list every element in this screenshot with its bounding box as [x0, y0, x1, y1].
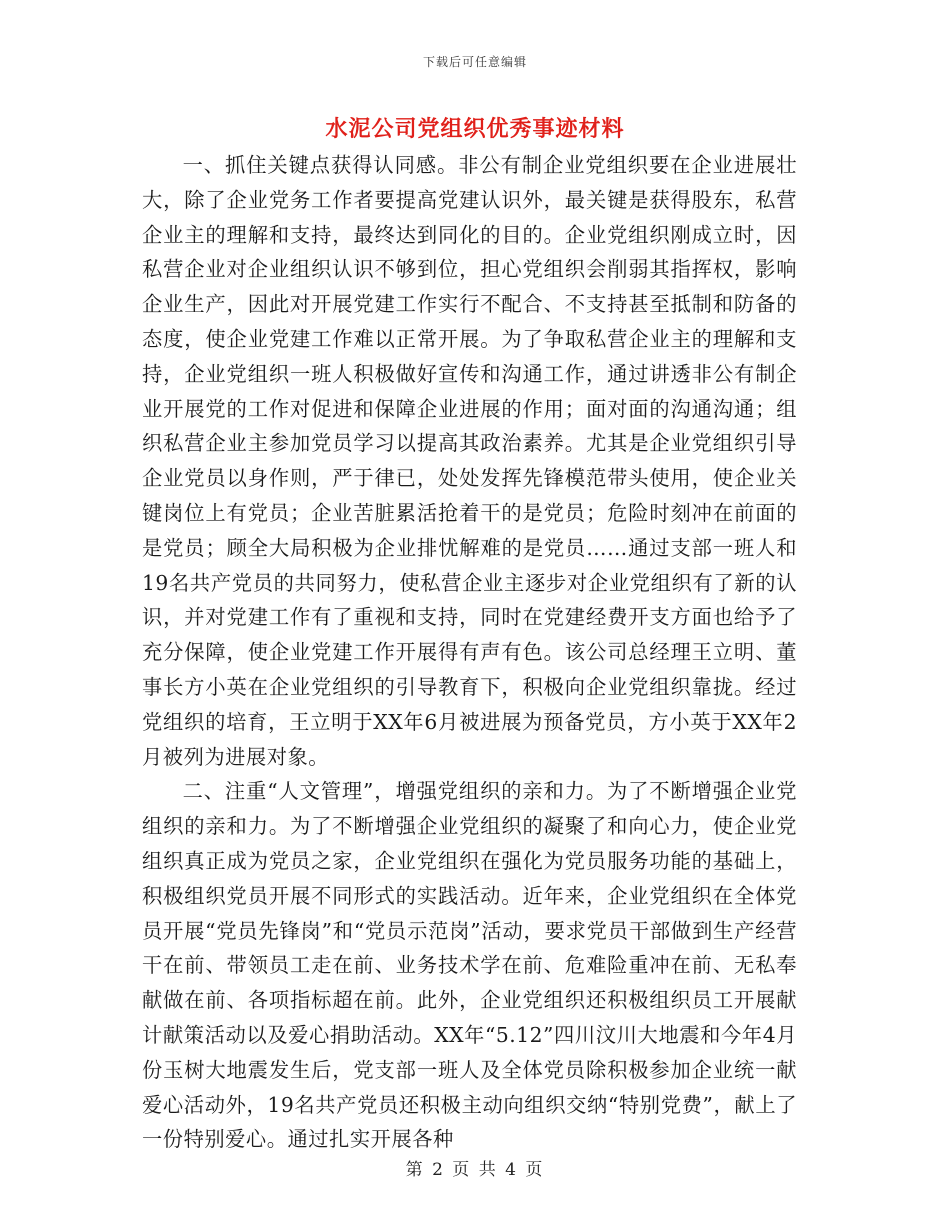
header-note: 下载后可任意编辑	[422, 55, 527, 69]
document-title: 水泥公司党组织优秀事迹材料	[325, 116, 625, 142]
document-body	[142, 148, 797, 1157]
paragraph-1: 一、抓住关键点获得认同感。非公有制企业党组织要在企业进展壮大，除了企业党务工作者要提高党建认识外，最关键是获得股东，私营企业主的理解和支持，最终达到同化的目的。企业党组织刚成立时，因私营企业对企业组织认识不够到位，担心党组织会削弱其指挥权，影响企业生产，因此对开展党建工作实行不配合、不支持甚至抵制和防备的态度，使企业党建工作难以正常开展。为了争取私营企业主的理解和支持，企业党组织一班人积极做好宣传和沟通工作，通过讲透非公有制企业开展党的工作对促进和保障企业进展的作用；面对面的沟通沟通；组织私营企业主参加党员学习以提高其政治素养。尤其是企业党组织引导企业党员以身作则，严于律已，处处发挥先锋模范带头使用，使企业关键岗位上有党员；企业苦脏累活抢着干的是党员；危险时刻冲在前面的是党员；顾全大局积极为企业排忧解难的是党员……通过支部一班人和19名共产党员的共同努力，使私营企业主逐步对企业党组织有了新的认识，并对党建工作有了重视和支持，同时在党建经费开支方面也给予了充分保障，使企业党建工作开展得有声有色。该公司总经理王立明、董事长方小英在企业党组织的引导教育下，积极向企业党组织靠拢。经过党组织的培育，王立明于XX年6月被进展为预备党员，方小英于XX年2月被列为进展对象。	[142, 153, 797, 769]
page-number: 第 2 页 共 4 页	[405, 1160, 545, 1180]
paragraph-2: 二、注重“人文管理”，增强党组织的亲和力。为了不断增强企业党组织的亲和力。为了不断增强企业党组织的凝聚了和向心力，使企业党组织真正成为党员之家，企业党组织在强化为党员服务功能的基础上，积极组织党员开展不同形式的实践活动。近年来，企业党组织在全体党员开展“党员先锋岗”和“党员示范岗”活动，要求党员干部做到生产经营干在前、带领员工走在前、业务技术学在前、危难险重冲在前、无私奉献做在前、各项指标超在前。此外，企业党组织还积极组织员工开展献计献策活动以及爱心捐助活动。XX年“5.12”四川汶川大地震和今年4月份玉树大地震发生后，党支部一班人及全体党员除积极参加企业统一献爱心活动外，19名共产党员还积极主动向组织交纳“特别党费”，献上了一份特别爱心。通过扎实开展各种	[142, 779, 797, 1152]
